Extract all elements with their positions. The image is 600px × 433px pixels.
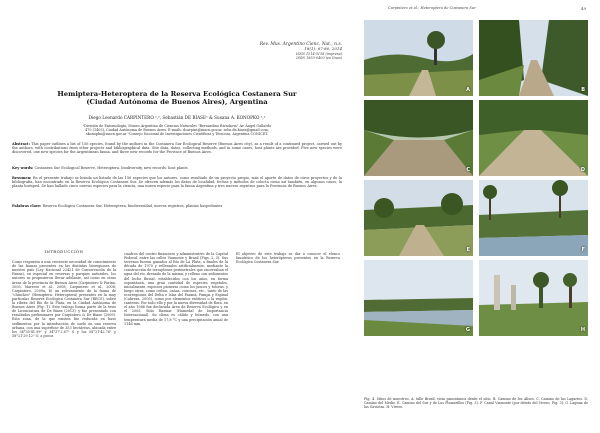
- photo-f-image: [479, 180, 588, 256]
- photo-g-label: G: [465, 327, 470, 333]
- issn-print: ISSN 1514-5158 (impresa): [296, 51, 342, 56]
- abstract-text: This paper outlines a list of 156 species, found by the authors in the Costanera Sur Ecological Reserve (Buenos Aires city), as a result of a continued project, carried out by the authors, with contributions from other projects and bibliographical data. Site data, dates, collecting methods, and in some cases, host plants are provided. Five new species were discovered, one new species for the Argentinean fauna, and three new records for the Province of Buenos Aires.: [12, 142, 342, 155]
- article-title: [12, 90, 342, 106]
- affiliations: [12, 124, 342, 136]
- photo-a-image: [364, 20, 473, 96]
- text-column-2: [124, 252, 228, 430]
- article-title-line-1: Hemiptera-Heteroptera de la Reserva Ecológica Costanera Sur: [57, 90, 297, 98]
- photo-f-label: F: [581, 247, 585, 253]
- photo-d-label: D: [580, 167, 585, 173]
- photo-a: [364, 20, 473, 96]
- photo-c: [364, 100, 473, 176]
- abstract: [12, 142, 342, 155]
- photo-g: [364, 260, 473, 336]
- text-column-1: [12, 242, 116, 430]
- resumen-label: Resumen:: [12, 176, 32, 180]
- photo-h-label: H: [580, 327, 585, 333]
- figure-photo-grid: [364, 20, 588, 410]
- keywords-text: Costanera Sur Ecological Reserve, Heteroptera, biodiversity, new records, host plants: [34, 166, 188, 170]
- photo-b-image: [479, 20, 588, 96]
- palabras-text: Reserva Ecológica Costanera Sur, Heteroptera, biodiversidad, nuevos registros, plantas hospedantes: [42, 204, 223, 208]
- photo-c-label: C: [466, 167, 470, 173]
- keywords: [12, 166, 342, 170]
- photo-c-image: [364, 100, 473, 176]
- photo-e: [364, 180, 473, 256]
- photo-h: [479, 260, 588, 336]
- running-head-title: Carpintero et al.: Heteroptera de Costanera Sur: [388, 6, 476, 10]
- running-head: [0, 6, 600, 16]
- column-1-text: Como respuesta a una creciente necesidad de conocimiento de las faunas presentes en las distintas bioregiones de nuestro país (Ley Nacional 22421 de Conservación de la Fauna), en especial en reservas y parques naturales, los autores se propusieron llevar adelante, así como en otras áreas de la provincia de Buenos Aires (Carpintero & Farina, 2005, Marrero et al., 2008; Carpintero et al., 2008; Carpintero, 2009a, b) un relevamiento de la fauna de "chinches" (Hemiptera: Heteroptera) presentes en la muy particular Reserva Ecológica Costanera Sur (RECS), sobre la ribera del Río de la Plata, en la Ciudad Autónoma de Buenos Aires (Fig. 1). Este trabajo forma parte de la tesis de Licenciatura de De Biase (2013), y fue presentado con resultados preliminares por Carpintero & De Biase (2009). Esta zona, de la que existen fue reducida en base sedimentos por la introducción de suelo en una reserva urbana, con una superficie de 353 hectáreas, ubicada entre los 34°35'41.99" y 34°37'2.67" S y los 58°21'42.76" y 58°21'29.12" O, a pocos: [12, 260, 116, 338]
- photo-a-label: A: [466, 87, 470, 93]
- journal-name: Rev. Mus. Argentino Cienc. Nat., n.s.: [259, 42, 342, 47]
- introduction-heading: INTRODUCCIÓN: [44, 249, 84, 254]
- page-number: 49: [580, 6, 586, 11]
- article-title-line-2: (Ciudad Autónoma de Buenos Aires), Argentina: [86, 98, 268, 107]
- authors: Diego Leonardo CARPINTERO ¹,², Sebastián DE BIASE¹ & Susana A. KONOPKO ¹,²: [88, 115, 266, 120]
- photo-g-image: [364, 260, 473, 336]
- resumen-text: En el presente trabajo se brinda un listado de las 156 especies que los autores, como resultado de un proyecto propio, más el aporte de datos de otros proyectos y de la bibliografía, han encontrado en la Reserva Ecológica Costanera Sur. Se ofrecen además los datos de localidad, fechas y métodos de colecta como así también, en algunos casos, la planta huésped. Se han hallado cinco nuevas especies para la ciencia, una nueva especie para la fauna Argentina y tres nuevas registros para la Provincia de Buenos Aires.: [12, 176, 342, 189]
- column-3-text: El objetivo de este trabajo es dar a conocer el elenco faunístico de los heterópteros presentes en la Reserva Ecológica Costanera Sur.: [236, 252, 340, 265]
- column-2-text: cuadros del centro financiero y administrativo de la Capital Federal, entre las calles Viamonte y Brasil (Figs. 2, 3). Sus terrenos fueron ganados al Río de La Plata, a finales de la década de 1970 y rellenados artificialmente, mediante la construcción de terraplenes perimetrales que encerraban el agua del río, drenado de la misma, y relleno con sedimentos del lecho fluvial, establecidos con los años, en forma espontánea, una gran cantidad de especies vegetales, inicialmente, especies pioneras como los juncos y totoras, y luego otras, como ceibos, cañas, coirones, etc., tanto de las ecorregiones del Delta e Islas del Paraná, Pampa y Espinal (Cabrera, 2005), como por elementos exóticos o la región: canteras. Por todo ello y por la nueva diversidad de flora, en el año 1986 fue declarada Área de Reserva Ecológica y en el 2005, Sitio Ramsar (Humedal de Importancia Internacional). Su clima es cálido y húmedo, con una temperatura media de 17,8 °C y una precipitación anual de 1146 mm.: [124, 252, 228, 326]
- article-column: [12, 20, 342, 430]
- palabras-clave: [12, 204, 342, 208]
- journal-info: [162, 42, 342, 60]
- photo-f: [479, 180, 588, 256]
- abstract-label: Abstract:: [12, 142, 30, 146]
- photo-d: [479, 100, 588, 176]
- palabras-label: Palabras clave:: [12, 204, 42, 208]
- photo-b-label: B: [581, 87, 585, 93]
- text-column-3: [236, 252, 340, 430]
- photo-h-image: [479, 260, 588, 336]
- photo-e-image: [364, 180, 473, 256]
- figure-caption: Fig. 4. Sitios de muestreo. A. talle Brasil, vista panorámica desde el sitio. B. Camino de los Alisos. C. Camino de las Lagartos. D. Camino del Medio. E. Camino del Sur y de Los Plumerillos (Fig. 3). F. Canal Viamonte (por detrás del Vivero, Fig. 3). G. Laguna de las Gaviotas. H. Vivero.: [364, 397, 588, 409]
- photo-e-label: E: [466, 247, 470, 253]
- issn-online: ISSN 1853-0400 (en línea): [296, 56, 342, 60]
- journal-volume: 18(1): 67-80, 2014: [304, 46, 342, 51]
- keywords-label: Key words:: [12, 166, 34, 170]
- photo-b: [479, 20, 588, 96]
- affiliation-line-1: ¹División de Entomología, Museo Argentino de Ciencias Naturales "Bernardino Rivadavia" Av. Ángel Gallardo: [82, 124, 272, 128]
- resumen: [12, 176, 342, 189]
- affiliation-line-3: skonopko@macn.gov.ar ²Consejo Nacional de Investigaciones Científicas y Técnicas, Argentina CONICET.: [85, 132, 269, 137]
- photo-d-image: [479, 100, 588, 176]
- affiliation-line-2: 470 (1405), Ciudad Autónoma de Buenos Aires. E-mails: dcarpint@macn.gov.ar, sebs.de.biase@gmail.com,: [85, 128, 269, 133]
